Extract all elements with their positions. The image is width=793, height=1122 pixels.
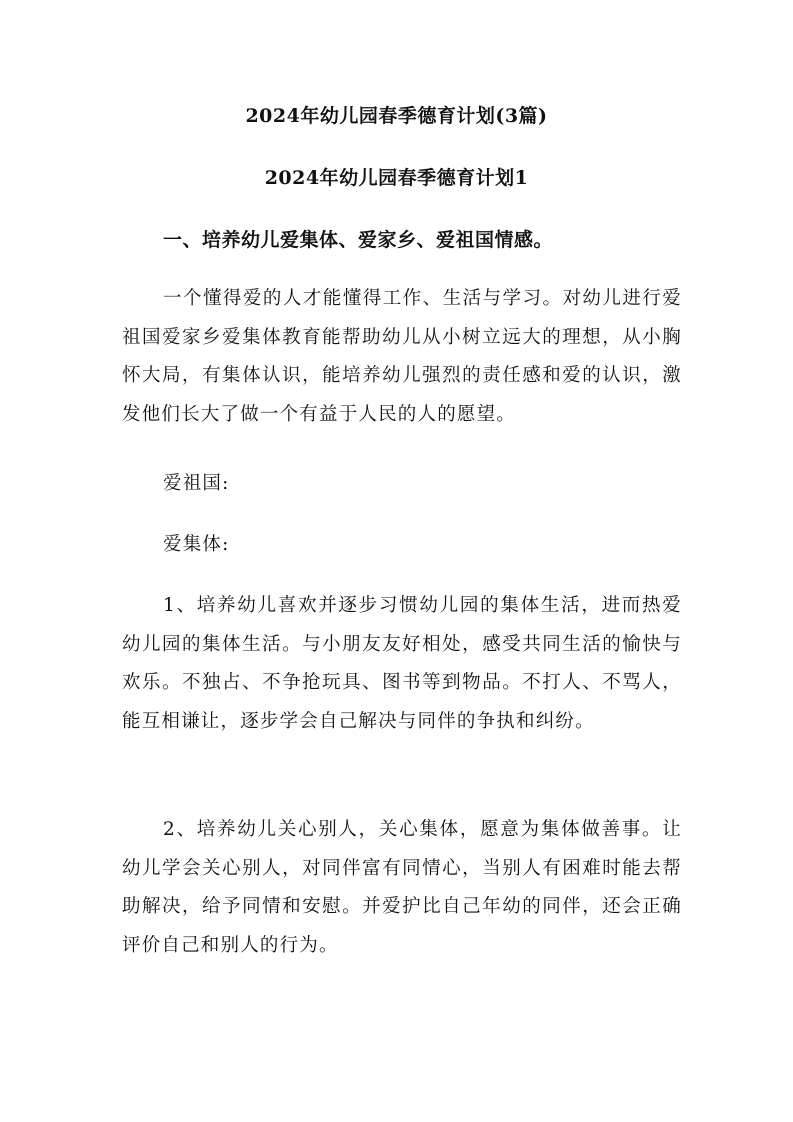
paragraph-item-1: 1、培养幼儿喜欢并逐步习惯幼儿园的集体生活，进而热爱幼儿园的集体生活。与小朋友友好相处，感受共同生活的愉快与欢乐。不独占、不争抢玩具、图书等到物品。不打人、不骂人，能互相谦让，逐步学会自己解决与同伴的争执和纠纷。 [122, 595, 682, 732]
document-subtitle: 2024年幼儿园春季德育计划1 [264, 167, 529, 189]
paragraph-item-2: 2、培养幼儿关心别人，关心集体，愿意为集体做善事。让幼儿学会关心别人，对同伴富有同情心，当别人有困难时能去帮助解决，给予同情和安慰。并爱护比自己年幼的同伴，还会正确评价自己和别人的行为。 [122, 819, 682, 956]
section-heading: 一、培养幼儿爱集体、爱家乡、爱祖国情感。 [163, 229, 554, 251]
document-title: 2024年幼儿园春季德育计划(3篇) [245, 105, 548, 127]
paragraph-intro: 一个懂得爱的人才能懂得工作、生活与学习。对幼儿进行爱祖国爱家乡爱集体教育能帮助幼儿从小树立远大的理想，从小胸怀大局，有集体认识，能培养幼儿强烈的责任感和爱的认识，激发他们长大了做一个有益于人民的人的愿望。 [122, 288, 682, 425]
paragraph-love-country: 爱祖国: [163, 473, 230, 494]
paragraph-love-collective: 爱集体: [163, 534, 230, 555]
